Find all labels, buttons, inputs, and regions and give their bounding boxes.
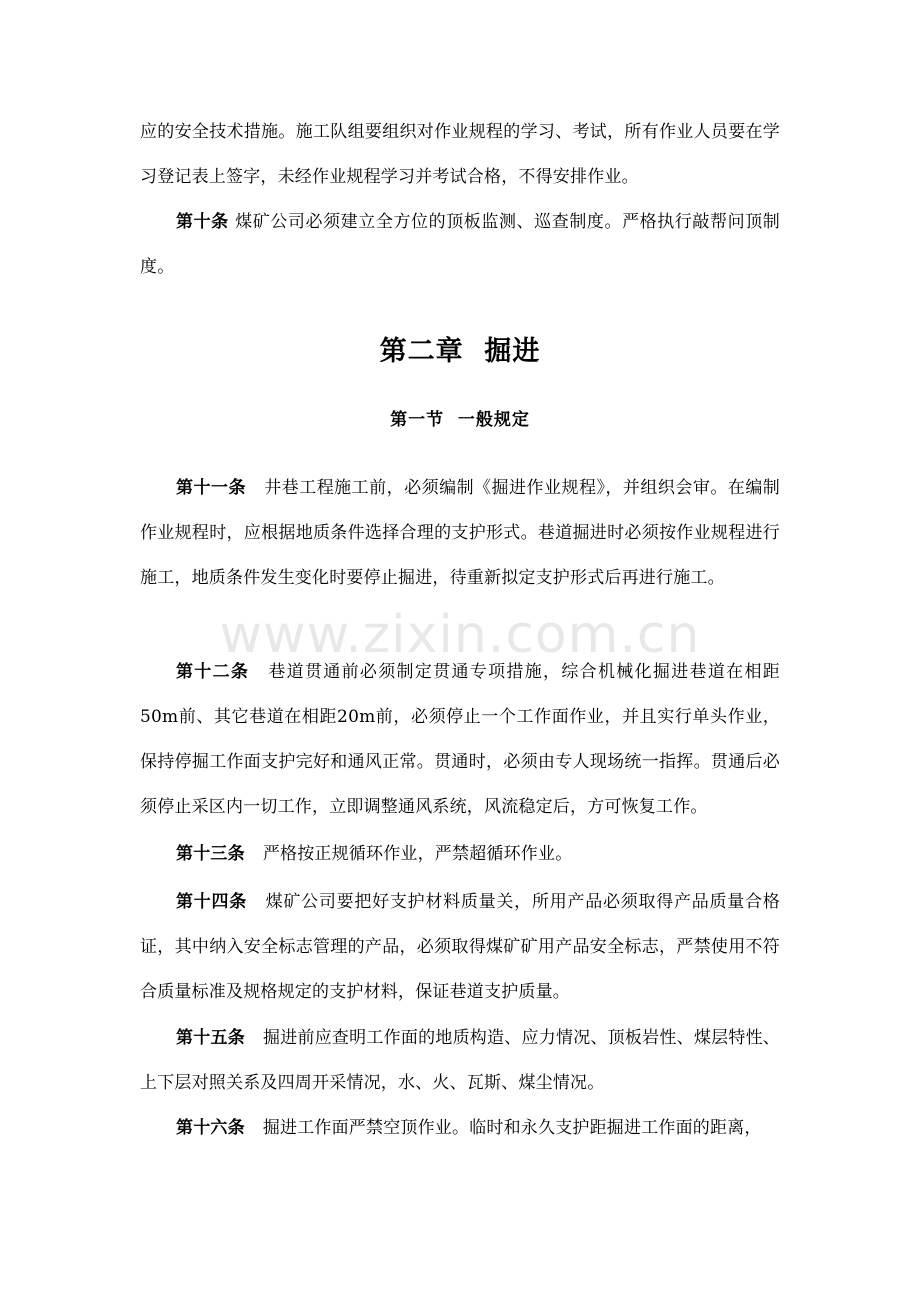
chapter-title: 第二章 掘进 — [379, 336, 541, 367]
article-text: 掘进工作面严禁空顶作业。临时和永久支护距掘进工作面的距离， — [262, 1118, 762, 1138]
article-13 — [140, 832, 780, 877]
article-number: 第十五条 — [176, 1028, 245, 1048]
article-text: 煤矿公司必须建立全方位的顶板监测、巡查制度。严格执行敲帮问顶制度。 — [140, 212, 780, 277]
article-number: 第十三条 — [176, 844, 245, 864]
article-text: 井巷工程施工前，必须编制《掘进作业规程》，并组织会审。在编制作业规程时，应根据地质条件选择合理的支护形式。巷道掘进时必须按作业规程进行施工，地质条件发生变化时要停止掘进，待重新拟定支护形式后再进行施工。 — [140, 478, 780, 588]
article-text: 严格按正规循环作业，严禁超循环作业。 — [262, 844, 573, 864]
article-16 — [140, 1106, 780, 1151]
article-number: 第十二条 — [176, 662, 250, 682]
article-text: 巷道贯通前必须制定贯通专项措施，综合机械化掘进巷道在相距50m前、其它巷道在相距20m前，必须停止一个工作面作业，并且实行单头作业，保持停掘工作面支护完好和通风正常。贯通时，必须由专人现场统一指挥。贯通后必须停止采区内一切工作，立即调整通风系统，风流稳定后，方可恢复工作。 — [140, 662, 780, 817]
section-title: 第一节 一般规定 — [390, 410, 530, 430]
article-number: 第十四条 — [176, 892, 248, 912]
article-text: 煤矿公司要把好支护材料质量关，所用产品必须取得产品质量合格证，其中纳入安全标志管理的产品，必须取得煤矿矿用产品安全标志，严禁使用不符合质量标准及规格规定的支护材料，保证巷道支护质量。 — [140, 892, 780, 1002]
watermark: www.zixin.com.cn — [219, 605, 701, 665]
article-11 — [140, 466, 780, 601]
article-14 — [140, 880, 780, 1015]
paragraph-continuation — [140, 110, 780, 200]
article-number: 第十条 — [176, 212, 229, 232]
article-15 — [140, 1016, 780, 1106]
article-number: 第十一条 — [176, 478, 246, 498]
paragraph-text: 应的安全技术措施。施工队组要组织对作业规程的学习、考试，所有作业人员要在学习登记表上签字，未经作业规程学习并考试合格，不得安排作业。 — [140, 122, 780, 187]
article-10 — [140, 200, 780, 290]
article-text: 掘进前应查明工作面的地质构造、应力情况、顶板岩性、煤层特性、上下层对照关系及四周开采情况，水、火、瓦斯、煤尘情况。 — [140, 1028, 780, 1093]
article-number: 第十六条 — [176, 1118, 245, 1138]
article-12 — [140, 650, 780, 830]
